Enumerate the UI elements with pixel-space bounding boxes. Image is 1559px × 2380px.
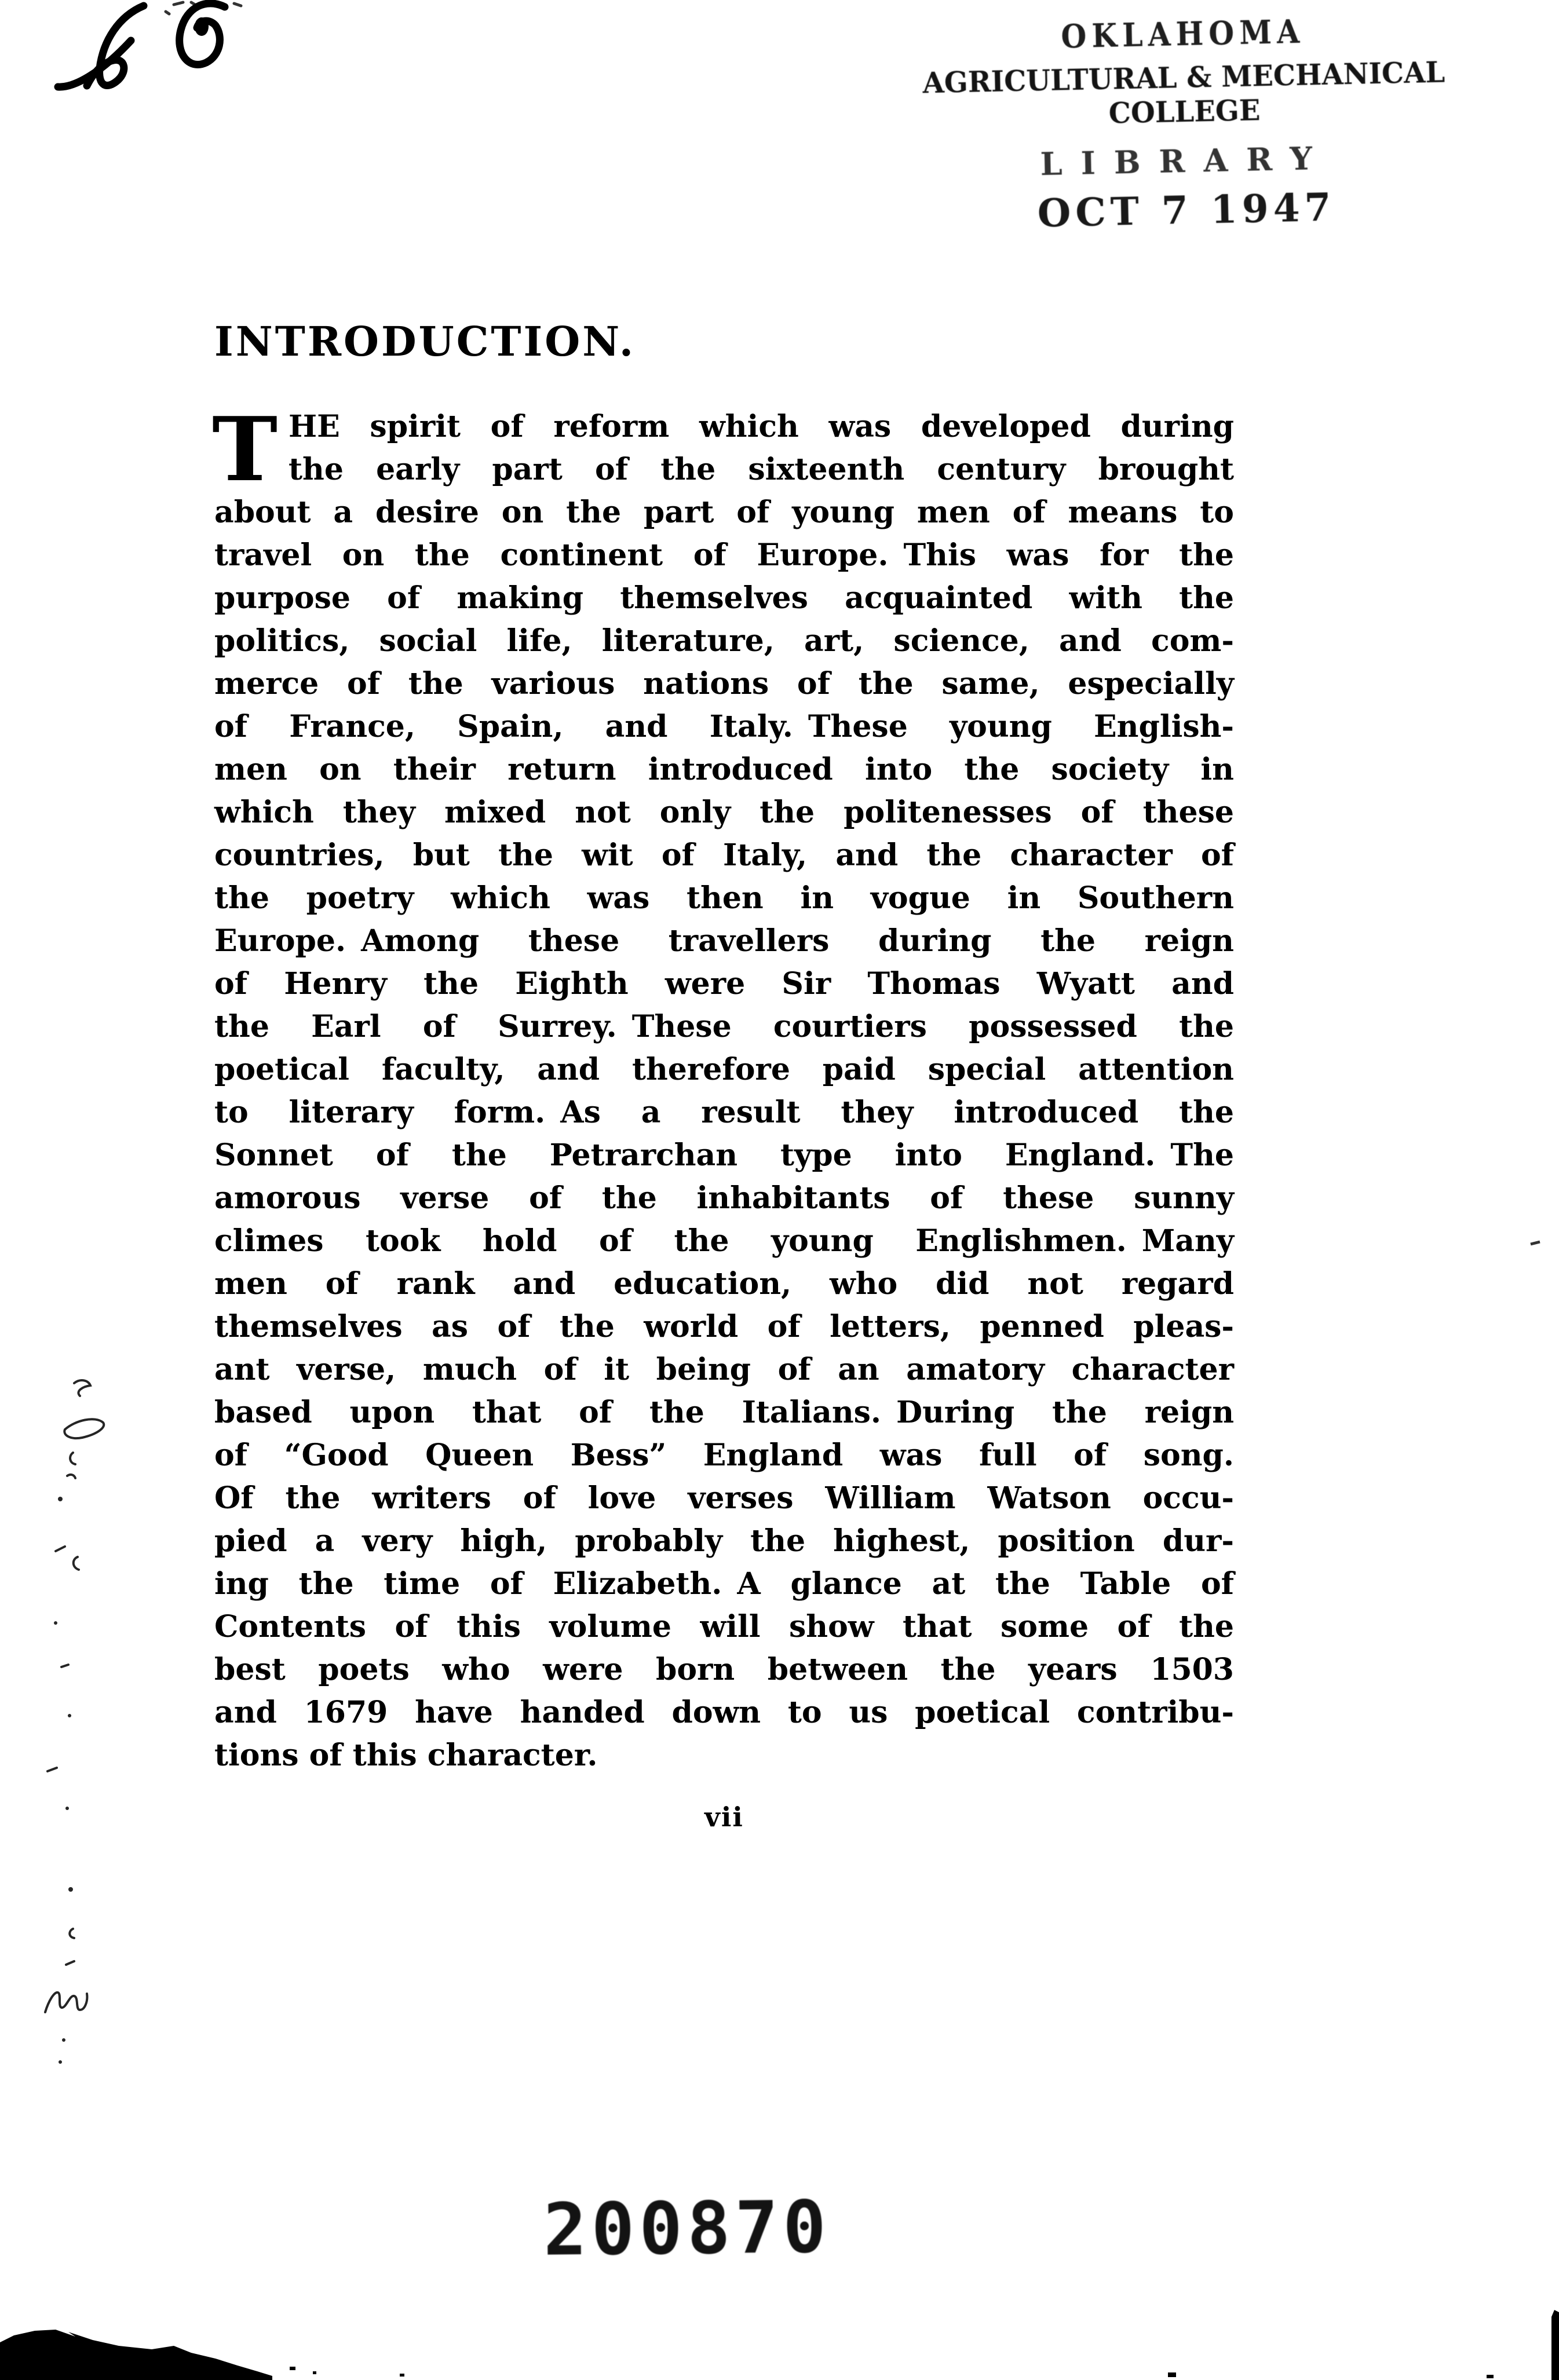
stray-mark — [1531, 1242, 1540, 1244]
handwritten-initials-mark — [58, 1, 241, 87]
text-line: ing the time of Elizabeth. A glance at the Table of — [214, 1566, 1234, 1602]
text-line: the poetry which was then in vogue in Southern — [214, 880, 1234, 916]
text-line: men on their return introduced into the society in — [214, 752, 1234, 787]
text-line: poetical faculty, and therefore paid special attention — [214, 1052, 1234, 1087]
margin-handwriting-marks — [45, 1380, 104, 2064]
text-line: ant verse, much of it being of an amatory character — [214, 1352, 1234, 1387]
text-line: of “Good Queen Bess” England was full of song. — [214, 1438, 1234, 1473]
text-line: best poets who were born between the years 1503 — [214, 1652, 1234, 1687]
text-line: Sonnet of the Petrarchan type into England. The — [214, 1138, 1234, 1173]
library-stamp — [867, 9, 1503, 240]
text-line: and 1679 have handed down to us poetical contribu- — [214, 1695, 1234, 1730]
scan-edge-artifact-bottom-right — [1551, 2310, 1559, 2380]
text-line: based upon that of the Italians. During the reign — [214, 1395, 1234, 1430]
text-line: HE spirit of reform which was developed during — [289, 409, 1234, 444]
text-line: tions of this character. — [214, 1738, 598, 1773]
text-line: the early part of the sixteenth century brought — [289, 452, 1234, 487]
text-line: pied a very high, probably the highest, position dur- — [214, 1523, 1234, 1559]
text-line: to literary form. As a result they introduced the — [214, 1095, 1234, 1130]
page-number: vii — [704, 1801, 744, 1833]
text-line: which they mixed not only the politenesses of these — [214, 795, 1234, 830]
text-line: the Earl of Surrey. These courtiers possessed the — [214, 1009, 1234, 1044]
text-line: men of rank and education, who did not regard — [214, 1266, 1234, 1301]
text-line: amorous verse of the inhabitants of these sunny — [214, 1180, 1234, 1216]
library-stamp-institution: AGRICULTURAL & MECHANICAL COLLEGE — [922, 54, 1445, 130]
library-stamp-state: OKLAHOMA — [1060, 12, 1305, 56]
text-line: of Henry the Eighth were Sir Thomas Wyatt and — [214, 966, 1234, 1001]
text-line: politics, social life, literature, art, science, and com- — [214, 623, 1234, 659]
text-line: travel on the continent of Europe. This was for the — [214, 538, 1234, 573]
text-line: purpose of making themselves acquainted with the — [214, 580, 1234, 616]
text-line: merce of the various nations of the same, especially — [214, 666, 1234, 701]
text-line: about a desire on the part of young men of means to — [214, 495, 1234, 530]
scan-noise-bottom — [290, 2367, 1494, 2378]
text-line: Contents of this volume will show that some of the — [214, 1609, 1234, 1644]
library-stamp-date: OCT 7 1947 — [1037, 184, 1337, 236]
text-line: Of the writers of love verses William Watson occu- — [214, 1480, 1234, 1516]
text-line: climes took hold of the young Englishmen. Many — [214, 1223, 1234, 1259]
library-stamp-library: LIBRARY — [1040, 139, 1331, 183]
text-line: Europe. Among these travellers during the reign — [214, 923, 1234, 959]
text-line: themselves as of the world of letters, penned pleas- — [214, 1309, 1234, 1344]
drop-cap: T — [212, 397, 278, 501]
text-line: countries, but the wit of Italy, and the character of — [214, 838, 1234, 873]
text-line: of France, Spain, and Italy. These young English- — [214, 709, 1234, 744]
page-title: INTRODUCTION. — [214, 317, 636, 365]
accession-number-stamp: 200870 — [543, 2185, 831, 2272]
scan-edge-artifact-bottom-left — [0, 2330, 272, 2380]
introduction-paragraph — [212, 397, 1234, 1777]
